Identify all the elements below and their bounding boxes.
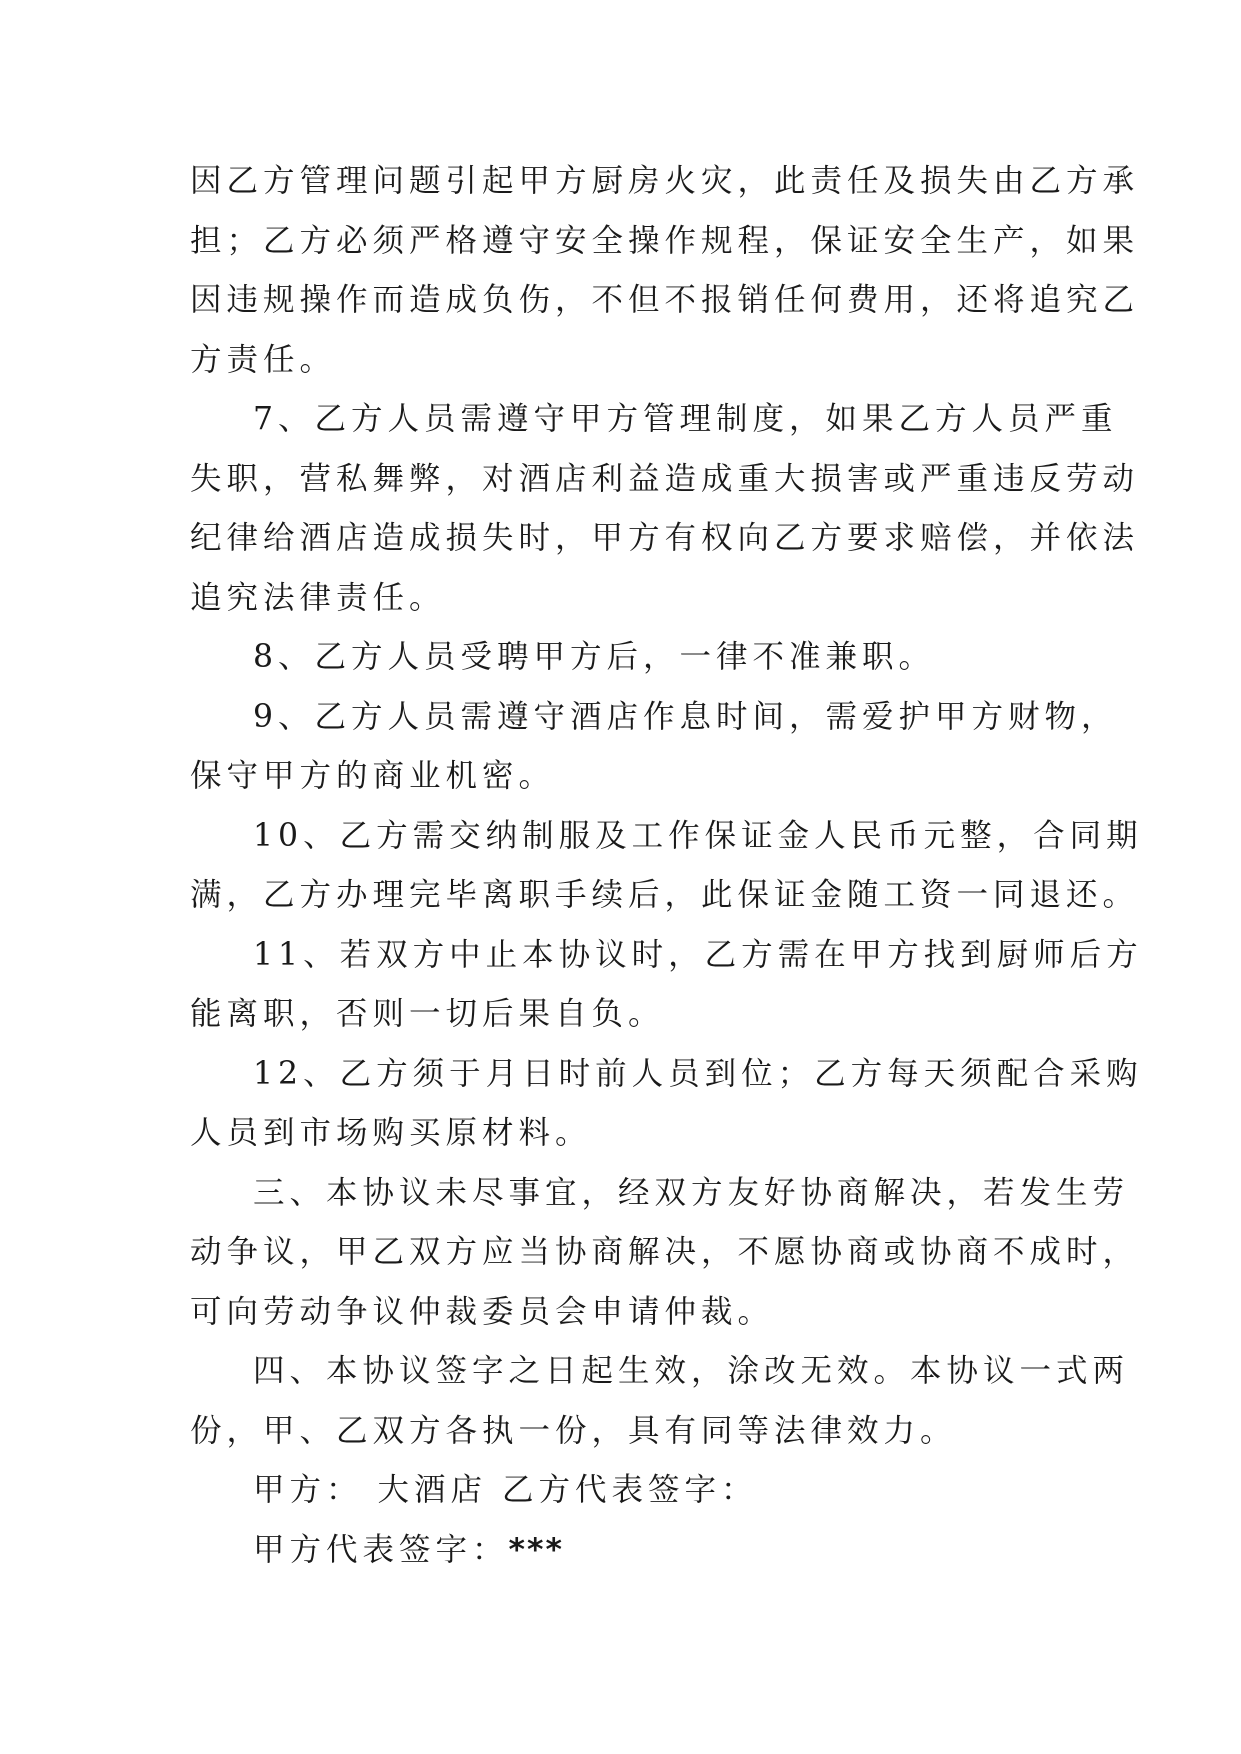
text-line: 满，乙方办理完毕离职手续后，此保证金随工资一同退还。 [190,877,1140,913]
clause-7-line: 7、乙方人员需遵守甲方管理制度，如果乙方人员严重 [253,401,1118,437]
text-line: 份，甲、乙双方各执一份，具有同等法律效力。 [190,1412,957,1449]
clause-10-line: 10、乙方需交纳制服及工作保证金人民币元整，合同期 [253,817,1143,854]
text-line: 纪律给酒店造成损失时，甲方有权向乙方要求赔偿，并依法 [190,520,1140,556]
text-line: 保守甲方的商业机密。 [190,758,556,794]
party-signature-line: 甲方： 大酒店 乙方代表签字： [253,1472,758,1508]
text-line: 因乙方管理问题引起甲方厨房火灾，此责任及损失由乙方承 [190,163,1140,199]
text-line: 能离职，否则一切后果自负。 [190,996,665,1032]
clause-9-line: 9、乙方人员需遵守酒店作息时间，需爱护甲方财物， [253,698,1118,735]
text-line: 失职，营私舞弊，对酒店利益造成重大损害或严重违反劳动 [190,460,1140,497]
text-line: 担；乙方必须严格遵守安全操作规程，保证安全生产，如果 [190,222,1140,259]
section-4-line: 四、本协议签字之日起生效，涂改无效。本协议一式两 [253,1353,1130,1389]
clause-12-line: 12、乙方须于月日时前人员到位；乙方每天须配合采购 [253,1055,1143,1092]
signature-value: *** [508,1531,564,1568]
signature-label: 甲方代表签字： [253,1531,509,1568]
clause-8-line: 8、乙方人员受聘甲方后，一律不准兼职。 [253,639,936,675]
party-a-representative-line [190,1521,1050,1581]
document-body [190,152,1143,1580]
text-line: 人员到市场购买原材料。 [190,1115,592,1151]
text-line: 方责任。 [190,341,337,378]
section-3-line: 三、本协议未尽事宜，经双方友好协商解决，若发生劳 [253,1174,1130,1211]
clause-11-line: 11、若双方中止本协议时，乙方需在甲方找到厨师后方 [253,936,1143,973]
text-line: 因违规操作而造成负伤，不但不报销任何费用，还将追究乙 [190,282,1140,318]
text-line: 追究法律责任。 [190,579,446,616]
text-line: 动争议，甲乙双方应当协商解决，不愿协商或协商不成时， [190,1234,1140,1270]
text-line: 可向劳动争议仲裁委员会申请仲裁。 [190,1293,775,1330]
